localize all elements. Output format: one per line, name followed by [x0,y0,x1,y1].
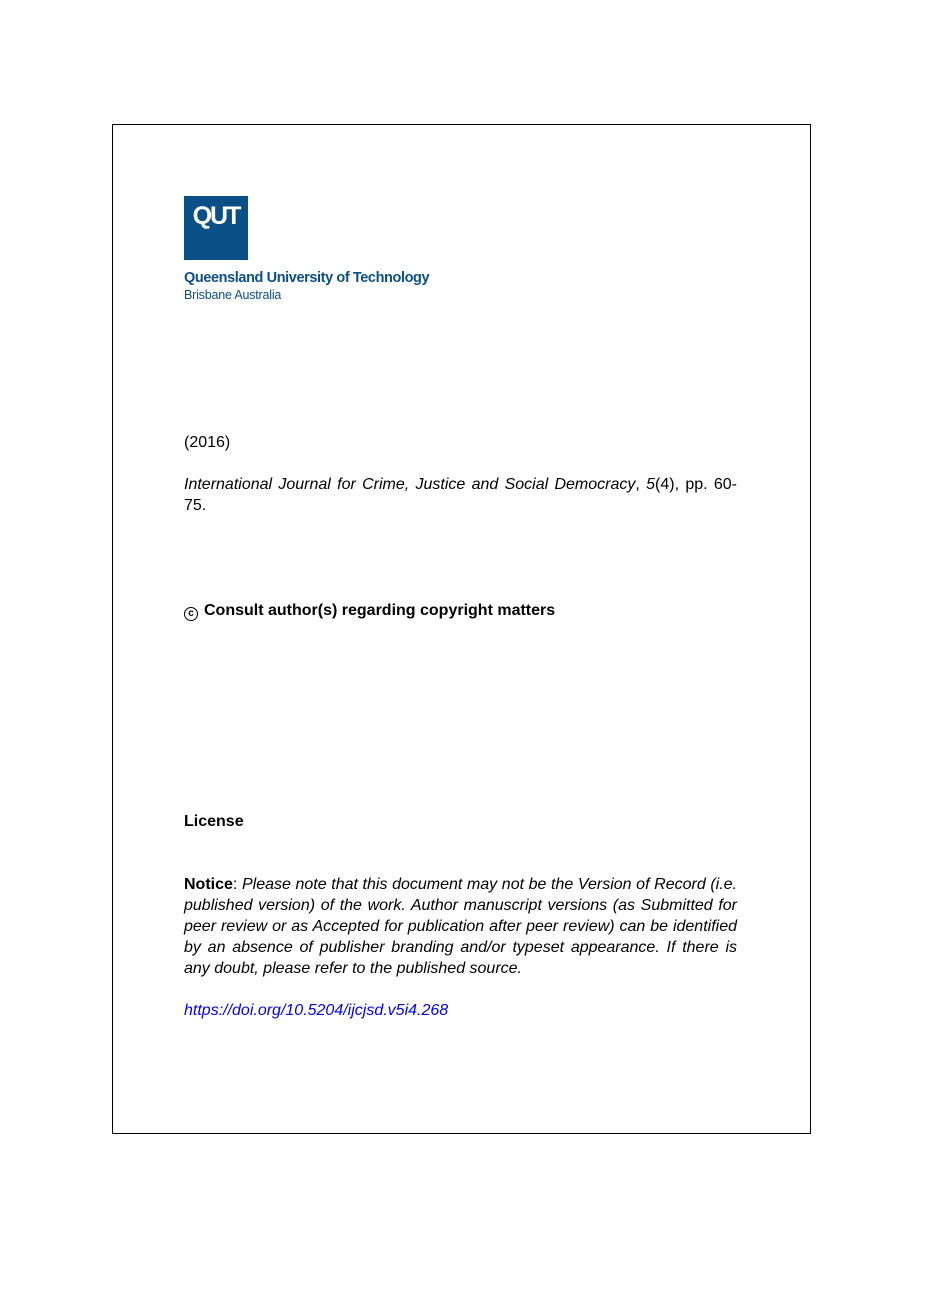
copyright-icon: c [184,607,198,621]
citation [184,474,737,516]
journal-title: International Journal for Crime, Justice and Social Democracy [184,476,636,493]
issue-pages: (4), pp. 60-75. [184,476,737,514]
university-location: Brisbane Australia [184,288,282,302]
journal-volume: 5 [646,476,656,493]
citation-separator: , [635,476,647,493]
doi-link[interactable]: https://doi.org/10.5204/ijcjsd.v5i4.268 [184,1002,449,1019]
notice-label: Notice [184,876,233,893]
copyright-statement [184,600,737,621]
notice-paragraph [184,874,737,979]
qut-logo-letters: QUT [192,202,240,230]
license-heading: License [184,813,244,830]
qut-logo [184,196,248,260]
publication-year: (2016) [184,434,231,451]
notice-colon: : [232,876,242,893]
copyright-text: Consult author(s) regarding copyright matters [204,602,556,619]
university-name: Queensland University of Technology [184,270,430,286]
notice-body: Please note that this document may not be the Version of Record (i.e. published version) of the work. Author manuscript versions (as Submitted for peer review or as Accepted for publication after peer review) can be identified by an absence of publisher branding and/or typeset appearance. If there is any doubt, please refer to the published source. [184,876,738,977]
